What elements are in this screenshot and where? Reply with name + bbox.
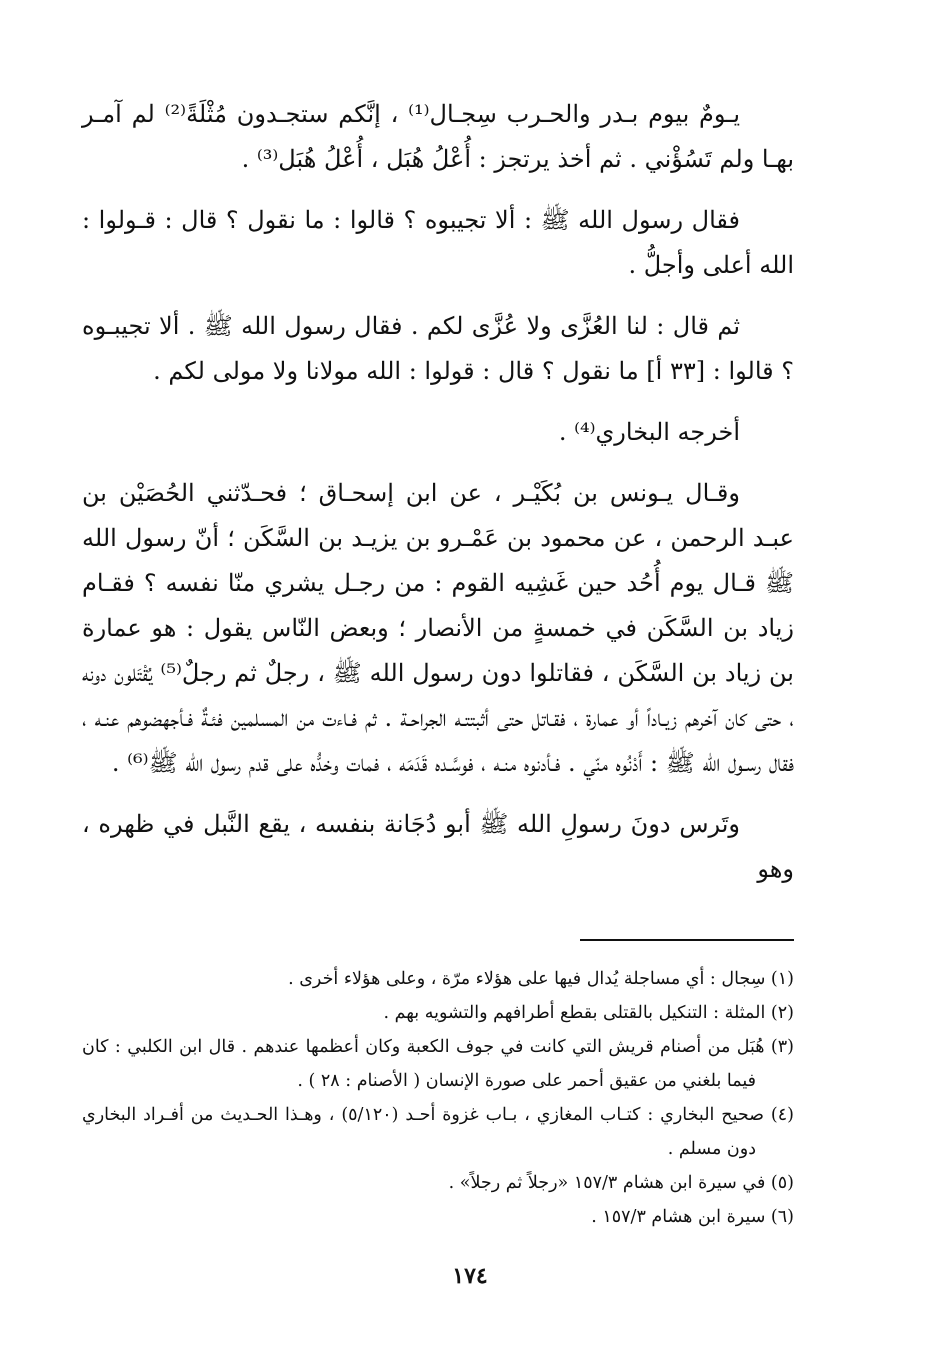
footnote-3: (٣) هُبَل من أصنام قريش التي كانت في جوف الكعبة وكان أعظمها عندهم . قال ابن الكلبي : كان فيما بلغني من عقيق أحمر على صورة الإنسان ( الأصنام : ٢٨ ) .: [82, 1037, 794, 1091]
paragraph-4: أخرجه البخاري⁽⁴⁾ .: [558, 418, 740, 446]
paragraph-2: فقال رسول الله ﷺ : ألا تجيبوه ؟ قالوا : ما نقول ؟ قال : قـولوا : الله أعلى وأجلُّ .: [82, 206, 794, 279]
paragraph-3: ثم قال : لنا العُزَّى ولا عُزَّى لكم . فقال رسول الله ﷺ . ألا تجيبـوه ؟ قالوا : [٣٣ أ] ما نقول ؟ قال : قولوا : الله مولانا ولا مولى لكم .: [82, 312, 794, 385]
main-text: [82, 92, 794, 908]
paragraph-5: وقـال يـونس بن بُكَيْـر ، عن ابن إسحـاق ؛ فحـدّثني الحُصَيْن بن عبـد الرحمن ، عن محمود بن عَمْـرو بن يزيـد بن السَّكَن ؛ أنّ رسول الله ﷺ قـال يوم أُحُد حين غَشِيه القوم : من رجـل يشري منّا نفسه ؟ فقـام زياد بن السَّكَن في خمسةٍ من الأنصار ؛ وبعض النّاس يقول : هو عمارة بن زياد بن السَّكَن ، فقاتلوا دون رسول الله ﷺ ، رجلٌ ثم رجلٌ⁽⁵⁾ يُقْتَلون دونه ، حتى كان آخرهم زيـاداً أو عمارة ، فقـاتل حتى أثبتتـه الجراحـة . ثم فـاءت من المسلمين فئـةٌ فـأجهضوهم عنـه ، فقال رسـول الله ﷺ : أَدْنُوه منّي . فـأدنوه منـه ، فوسَّـده قَدَمَه ، فمات وخدُّه على قدم رسول الله ﷺ⁽⁶⁾ .: [82, 479, 794, 777]
paragraph-6: وتَرس دونَ رسولِ الله ﷺ أبو دُجَانة بنفسه ، يقع النَّبل في ظهره ، وهو: [82, 810, 794, 883]
paragraph-1: يـومٌ بيوم بـدر والحـرب سِجـال⁽¹⁾ ، إنَّكم ستجـدون مُثْلَةً⁽²⁾ لم آمـر بهـا ولم تَسُؤْني . ثم أخذ يرتجز : أُعْلُ هُبَل ، أُعْلُ هُبَل⁽³⁾ .: [82, 100, 794, 173]
page-number: ١٧٤: [452, 1263, 488, 1289]
footnote-4: (٤) صحيح البخاري : كتـاب المغازي ، بـاب غزوة أحـد (٥/١٢٠) ، وهـذا الحـديث من أفـراد البخاري دون مسلم .: [82, 1105, 794, 1159]
footnote-6: (٦) سيرة ابن هشام ١٥٧/٣ .: [591, 1207, 794, 1227]
footnote-1: (١) سِجال : أي مساجلة يُدال فيها على هؤلاء مرّة ، وعلى هؤلاء أخرى .: [288, 969, 794, 989]
footnotes-list: [82, 962, 794, 1234]
footnote-separator: [580, 939, 794, 941]
footnote-5: (٥) في سيرة ابن هشام ١٥٧/٣ «رجلاً ثم رجلاً» .: [448, 1173, 794, 1193]
footnote-2: (٢) المثلة : التنكيل بالقتلى بقطع أطرافهم والتشويه بهم .: [383, 1003, 794, 1023]
